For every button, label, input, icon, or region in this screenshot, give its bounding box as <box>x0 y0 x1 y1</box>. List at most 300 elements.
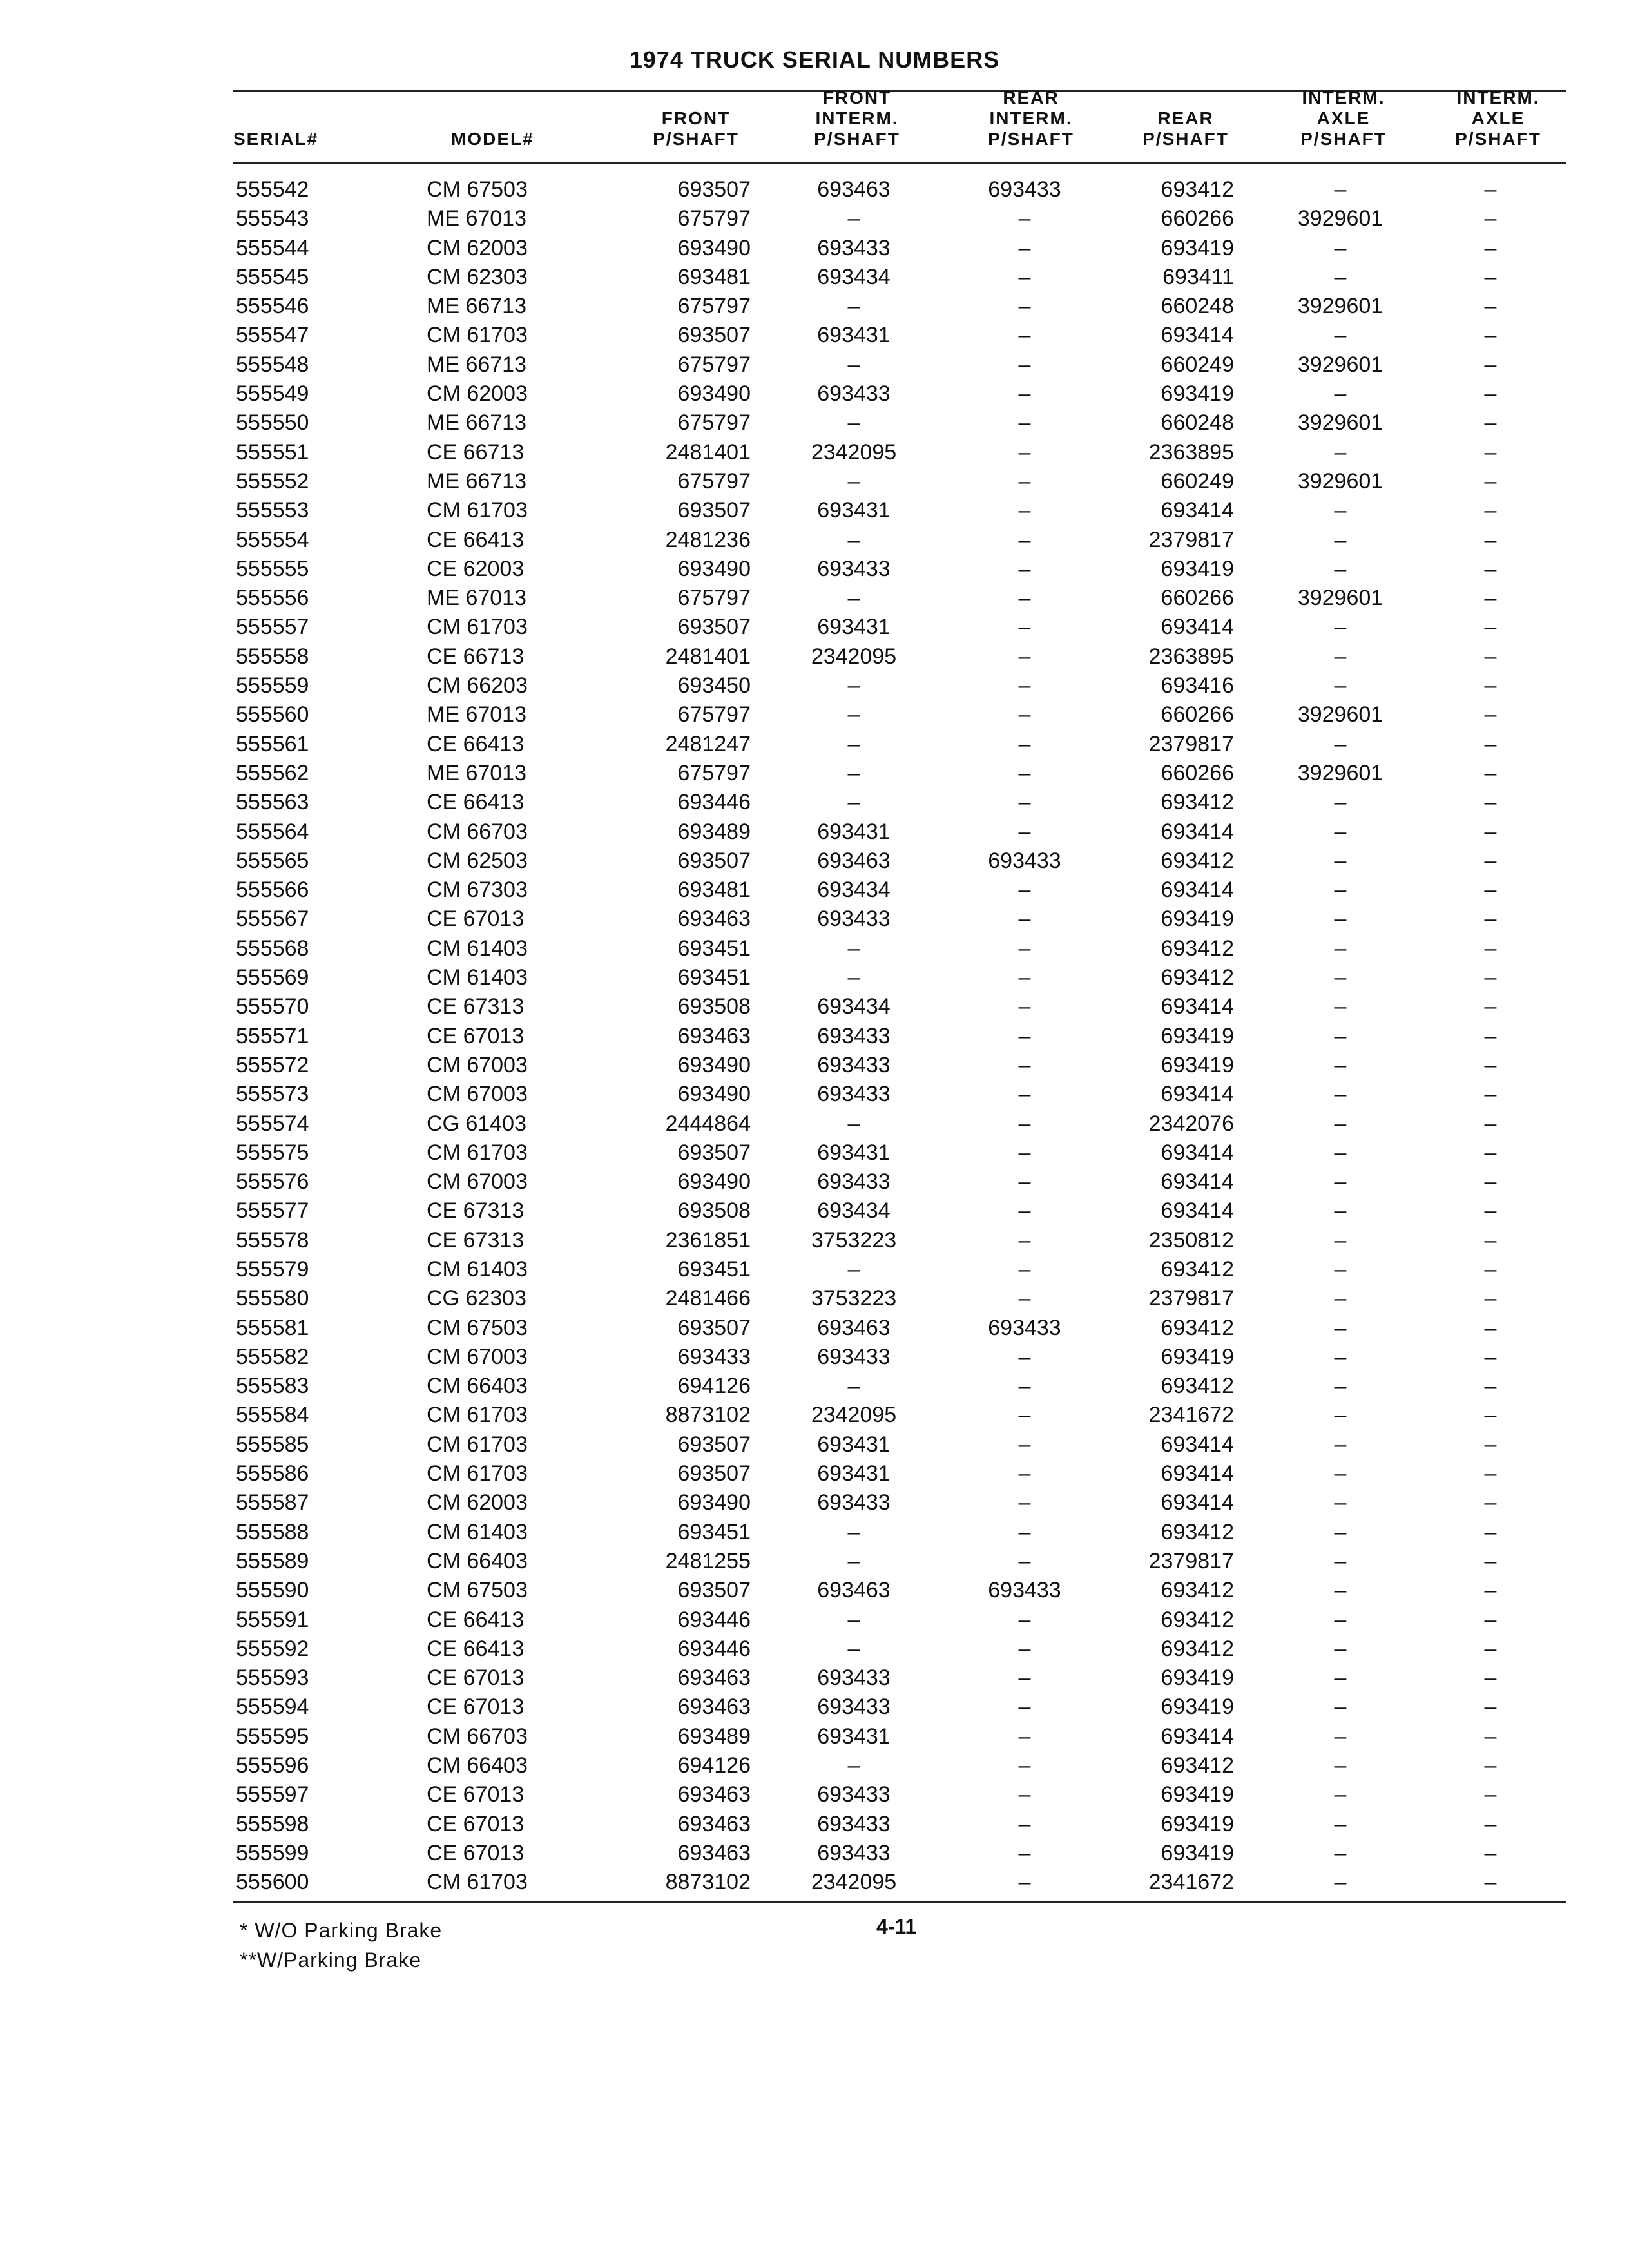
front-pshaft-cell: 693463 <box>677 1811 751 1836</box>
interm-axle-2-cell: – <box>1484 1636 1497 1661</box>
rear-pshaft-cell: 2350812 <box>1148 1227 1234 1253</box>
rear-interm-cell: – <box>1018 1519 1031 1544</box>
serial-cell: 555555 <box>236 556 309 581</box>
interm-axle-1-cell: – <box>1334 1636 1347 1661</box>
front-pshaft-cell: 693481 <box>677 264 751 289</box>
header-front-pshaft: FRONT P/SHAFT <box>653 108 739 149</box>
front-pshaft-cell: 2481255 <box>665 1548 751 1573</box>
serial-cell: 555560 <box>236 702 309 727</box>
front-interm-cell: – <box>847 468 860 494</box>
serial-cell: 555566 <box>236 878 309 903</box>
interm-axle-1-cell: 3929601 <box>1297 294 1383 319</box>
serial-cell: 555542 <box>236 177 309 202</box>
rear-pshaft-cell: 660266 <box>1161 760 1234 785</box>
table-row <box>0 496 1629 525</box>
interm-axle-1-cell: – <box>1334 381 1347 407</box>
interm-axle-1-cell: – <box>1334 439 1347 465</box>
model-cell: CE 67013 <box>427 1811 525 1836</box>
interm-axle-1-cell: – <box>1334 790 1347 815</box>
rear-pshaft-cell: 693412 <box>1161 965 1234 990</box>
front-interm-cell: – <box>847 1753 860 1778</box>
interm-axle-2-cell: – <box>1484 644 1497 669</box>
model-cell: ME 66713 <box>427 294 526 319</box>
table-row <box>0 876 1629 905</box>
rear-pshaft-cell: 660248 <box>1161 294 1234 319</box>
model-cell: CE 66413 <box>427 790 525 815</box>
rear-interm-cell: – <box>1018 1432 1031 1457</box>
front-pshaft-cell: 2481236 <box>665 527 751 552</box>
front-pshaft-cell: 693446 <box>677 1607 751 1632</box>
model-cell: CE 66413 <box>427 731 525 756</box>
rear-pshaft-cell: 693414 <box>1161 1432 1234 1457</box>
interm-axle-2-cell: – <box>1484 352 1497 377</box>
table-row <box>0 175 1629 204</box>
model-cell: CM 61403 <box>427 1256 528 1282</box>
front-interm-cell: – <box>847 1636 860 1661</box>
table-row <box>0 818 1629 847</box>
model-cell: CE 67313 <box>427 994 525 1019</box>
front-pshaft-cell: 693489 <box>677 1724 751 1749</box>
table-row <box>0 730 1629 759</box>
serial-cell: 555583 <box>236 1374 309 1399</box>
interm-axle-1-cell: – <box>1334 936 1347 961</box>
table-row <box>0 1051 1629 1080</box>
table-row <box>0 1110 1629 1139</box>
interm-axle-1-cell: – <box>1334 1256 1347 1282</box>
front-pshaft-cell: 693433 <box>677 1344 751 1369</box>
rear-interm-cell: – <box>1018 410 1031 436</box>
front-pshaft-cell: 693507 <box>677 848 751 873</box>
front-interm-cell: 693434 <box>817 1198 891 1224</box>
interm-axle-2-cell: – <box>1484 615 1497 640</box>
interm-axle-2-cell: – <box>1484 1811 1497 1836</box>
interm-axle-2-cell: – <box>1484 1548 1497 1573</box>
rear-pshaft-cell: 693414 <box>1161 498 1234 523</box>
table-row <box>0 1868 1629 1897</box>
front-pshaft-cell: 693490 <box>677 1082 751 1107</box>
front-pshaft-cell: 693489 <box>677 819 751 844</box>
interm-axle-1-cell: – <box>1334 1840 1347 1865</box>
model-cell: CM 66403 <box>427 1753 528 1778</box>
table-row <box>0 1780 1629 1809</box>
interm-axle-1-cell: – <box>1334 848 1347 873</box>
serial-cell: 555544 <box>236 235 309 260</box>
interm-axle-2-cell: – <box>1484 1578 1497 1603</box>
model-cell: CM 61703 <box>427 1403 528 1428</box>
table-bottom-rule <box>233 1901 1566 1903</box>
interm-axle-2-cell: – <box>1484 439 1497 465</box>
rear-pshaft-cell: 693414 <box>1161 1461 1234 1486</box>
table-row <box>0 1372 1629 1401</box>
rear-pshaft-cell: 693414 <box>1161 1724 1234 1749</box>
interm-axle-2-cell: – <box>1484 878 1497 903</box>
interm-axle-2-cell: – <box>1484 235 1497 260</box>
rear-pshaft-cell: 693412 <box>1161 1519 1234 1544</box>
model-cell: CG 61403 <box>427 1111 526 1136</box>
rear-interm-cell: – <box>1018 1052 1031 1077</box>
front-pshaft-cell: 675797 <box>677 760 751 785</box>
interm-axle-1-cell: – <box>1334 323 1347 348</box>
table-row <box>0 555 1629 584</box>
serial-cell: 555576 <box>236 1169 309 1195</box>
interm-axle-1-cell: – <box>1334 1111 1347 1136</box>
front-interm-cell: 2342095 <box>811 1403 897 1428</box>
rear-pshaft-cell: 2341672 <box>1148 1870 1234 1895</box>
front-interm-cell: 693434 <box>817 264 891 289</box>
interm-axle-2-cell: – <box>1484 381 1497 407</box>
model-cell: CM 66703 <box>427 1724 528 1749</box>
front-pshaft-cell: 675797 <box>677 586 751 611</box>
model-cell: CE 67313 <box>427 1198 525 1224</box>
front-interm-cell: 693431 <box>817 1140 891 1165</box>
table-row <box>0 1693 1629 1722</box>
rear-pshaft-cell: 2379817 <box>1148 1548 1234 1573</box>
header-rear-pshaft: REAR P/SHAFT <box>1142 108 1229 149</box>
table-row <box>0 992 1629 1021</box>
model-cell: CM 61703 <box>427 1432 528 1457</box>
interm-axle-2-cell: – <box>1484 556 1497 581</box>
front-pshaft-cell: 2481401 <box>665 644 751 669</box>
interm-axle-1-cell: – <box>1334 1286 1347 1311</box>
rear-interm-cell: – <box>1018 1840 1031 1865</box>
front-pshaft-cell: 693463 <box>677 1666 751 1691</box>
front-interm-cell: 693433 <box>817 1666 891 1691</box>
interm-axle-2-cell: – <box>1484 790 1497 815</box>
table-row <box>0 642 1629 671</box>
interm-axle-2-cell: – <box>1484 323 1497 348</box>
interm-axle-2-cell: – <box>1484 586 1497 611</box>
front-interm-cell: 693433 <box>817 1490 891 1515</box>
front-interm-cell: 693433 <box>817 1695 891 1720</box>
interm-axle-1-cell: – <box>1334 1140 1347 1165</box>
interm-axle-2-cell: – <box>1484 1403 1497 1428</box>
serial-cell: 555593 <box>236 1666 309 1691</box>
front-pshaft-cell: 2361851 <box>665 1227 751 1253</box>
model-cell: CM 67003 <box>427 1082 528 1107</box>
model-cell: CM 67003 <box>427 1052 528 1077</box>
front-interm-cell: – <box>847 527 860 552</box>
serial-cell: 555571 <box>236 1023 309 1048</box>
interm-axle-1-cell: – <box>1334 1403 1347 1428</box>
front-interm-cell: 693431 <box>817 1461 891 1486</box>
serial-cell: 555590 <box>236 1578 309 1603</box>
interm-axle-2-cell: – <box>1484 1490 1497 1515</box>
interm-axle-2-cell: – <box>1484 1256 1497 1282</box>
front-pshaft-cell: 675797 <box>677 206 751 231</box>
front-pshaft-cell: 693507 <box>677 1461 751 1486</box>
table-row <box>0 613 1629 642</box>
interm-axle-2-cell: – <box>1484 264 1497 289</box>
page-number: 4-11 <box>876 1915 917 1938</box>
interm-axle-1-cell: 3929601 <box>1297 206 1383 231</box>
rear-interm-cell: – <box>1018 790 1031 815</box>
front-interm-cell: 693431 <box>817 819 891 844</box>
rear-interm-cell: – <box>1018 878 1031 903</box>
table-row <box>0 584 1629 613</box>
serial-cell: 555598 <box>236 1811 309 1836</box>
rear-pshaft-cell: 693412 <box>1161 1753 1234 1778</box>
rear-interm-cell: – <box>1018 965 1031 990</box>
rear-interm-cell: – <box>1018 615 1031 640</box>
interm-axle-1-cell: – <box>1334 1607 1347 1632</box>
rear-interm-cell: – <box>1018 1256 1031 1282</box>
interm-axle-1-cell: – <box>1334 1666 1347 1691</box>
header-bottom-rule <box>233 162 1566 164</box>
interm-axle-1-cell: – <box>1334 1344 1347 1369</box>
table-row <box>0 1430 1629 1459</box>
model-cell: CM 66403 <box>427 1548 528 1573</box>
serial-cell: 555582 <box>236 1344 309 1369</box>
serial-cell: 555546 <box>236 294 309 319</box>
interm-axle-1-cell: – <box>1334 1782 1347 1807</box>
rear-pshaft-cell: 693414 <box>1161 323 1234 348</box>
serial-cell: 555592 <box>236 1636 309 1661</box>
interm-axle-2-cell: – <box>1484 410 1497 436</box>
interm-axle-2-cell: – <box>1484 819 1497 844</box>
rear-pshaft-cell: 693419 <box>1161 1666 1234 1691</box>
serial-cell: 555597 <box>236 1782 309 1807</box>
table-row <box>0 1168 1629 1196</box>
interm-axle-2-cell: – <box>1484 1198 1497 1224</box>
front-pshaft-cell: 693490 <box>677 235 751 260</box>
model-cell: CM 61703 <box>427 1461 528 1486</box>
front-interm-cell: 693433 <box>817 556 891 581</box>
serial-cell: 555553 <box>236 498 309 523</box>
header-rear-interm: REAR INTERM. P/SHAFT <box>988 88 1074 149</box>
serial-cell: 555580 <box>236 1286 309 1311</box>
interm-axle-2-cell: – <box>1484 1344 1497 1369</box>
rear-interm-cell: – <box>1018 352 1031 377</box>
rear-pshaft-cell: 693419 <box>1161 1023 1234 1048</box>
front-interm-cell: – <box>847 1374 860 1399</box>
interm-axle-1-cell: – <box>1334 1169 1347 1195</box>
front-pshaft-cell: 694126 <box>677 1374 751 1399</box>
table-row <box>0 351 1629 380</box>
table-row <box>0 526 1629 555</box>
table-row <box>0 671 1629 700</box>
rear-interm-cell: – <box>1018 1023 1031 1048</box>
front-interm-cell: – <box>847 673 860 698</box>
rear-interm-cell: – <box>1018 468 1031 494</box>
front-interm-cell: 693434 <box>817 994 891 1019</box>
serial-cell: 555545 <box>236 264 309 289</box>
front-pshaft-cell: 693507 <box>677 177 751 202</box>
rear-pshaft-cell: 693414 <box>1161 878 1234 903</box>
rear-pshaft-cell: 693411 <box>1162 264 1234 289</box>
front-pshaft-cell: 693507 <box>677 1315 751 1340</box>
interm-axle-1-cell: – <box>1334 1870 1347 1895</box>
rear-pshaft-cell: 693416 <box>1161 673 1234 698</box>
front-pshaft-cell: 693481 <box>677 878 751 903</box>
rear-pshaft-cell: 693412 <box>1161 1315 1234 1340</box>
rear-interm-cell: – <box>1018 264 1031 289</box>
rear-pshaft-cell: 2363895 <box>1148 439 1234 465</box>
front-pshaft-cell: 8873102 <box>665 1870 751 1895</box>
front-pshaft-cell: 675797 <box>677 702 751 727</box>
interm-axle-1-cell: – <box>1334 1695 1347 1720</box>
serial-cell: 555599 <box>236 1840 309 1865</box>
interm-axle-2-cell: – <box>1484 1666 1497 1691</box>
front-interm-cell: – <box>847 586 860 611</box>
rear-interm-cell: – <box>1018 206 1031 231</box>
rear-interm-cell: 693433 <box>988 848 1061 873</box>
serial-cell: 555567 <box>236 907 309 932</box>
interm-axle-2-cell: – <box>1484 1286 1497 1311</box>
rear-interm-cell: – <box>1018 1140 1031 1165</box>
model-cell: CM 67503 <box>427 1315 528 1340</box>
table-row <box>0 408 1629 437</box>
front-interm-cell: 3753223 <box>811 1227 897 1253</box>
table-row <box>0 234 1629 263</box>
interm-axle-2-cell: – <box>1484 1782 1497 1807</box>
header-front-interm: FRONT INTERM. P/SHAFT <box>814 88 900 149</box>
rear-pshaft-cell: 693412 <box>1161 177 1234 202</box>
rear-interm-cell: – <box>1018 235 1031 260</box>
model-cell: ME 67013 <box>427 760 526 785</box>
model-cell: CM 67003 <box>427 1344 528 1369</box>
front-interm-cell: – <box>847 1111 860 1136</box>
table-row <box>0 1839 1629 1868</box>
rear-pshaft-cell: 693412 <box>1161 790 1234 815</box>
interm-axle-1-cell: – <box>1334 264 1347 289</box>
front-pshaft-cell: 693490 <box>677 381 751 407</box>
rear-pshaft-cell: 660266 <box>1161 206 1234 231</box>
rear-pshaft-cell: 660266 <box>1161 586 1234 611</box>
model-cell: CM 62303 <box>427 264 528 289</box>
model-cell: CE 67013 <box>427 1695 525 1720</box>
rear-interm-cell: – <box>1018 1082 1031 1107</box>
rear-interm-cell: – <box>1018 294 1031 319</box>
interm-axle-2-cell: – <box>1484 1461 1497 1486</box>
front-interm-cell: – <box>847 1548 860 1573</box>
model-cell: CE 66713 <box>427 644 525 669</box>
interm-axle-1-cell: – <box>1334 644 1347 669</box>
table-row <box>0 1606 1629 1635</box>
interm-axle-2-cell: – <box>1484 702 1497 727</box>
header-interm-axle-1: INTERM. AXLE P/SHAFT <box>1300 88 1387 149</box>
serial-cell: 555585 <box>236 1432 309 1457</box>
interm-axle-1-cell: – <box>1334 527 1347 552</box>
table-row <box>0 1722 1629 1751</box>
table-row <box>0 467 1629 496</box>
front-pshaft-cell: 693490 <box>677 1490 751 1515</box>
front-interm-cell: – <box>847 352 860 377</box>
serial-cell: 555584 <box>236 1403 309 1428</box>
table-row <box>0 1284 1629 1313</box>
model-cell: CM 67503 <box>427 1578 528 1603</box>
table-row <box>0 1547 1629 1576</box>
serial-cell: 555573 <box>236 1082 309 1107</box>
serial-cell: 555552 <box>236 468 309 494</box>
model-cell: CM 62003 <box>427 1490 528 1515</box>
model-cell: CM 66703 <box>427 819 528 844</box>
interm-axle-2-cell: – <box>1484 1052 1497 1077</box>
front-interm-cell: – <box>847 1607 860 1632</box>
rear-interm-cell: – <box>1018 644 1031 669</box>
front-interm-cell: 693433 <box>817 1052 891 1077</box>
model-cell: CG 62303 <box>427 1286 526 1311</box>
table-row <box>0 1810 1629 1839</box>
interm-axle-1-cell: – <box>1334 1753 1347 1778</box>
table-row <box>0 1401 1629 1430</box>
front-interm-cell: – <box>847 731 860 756</box>
serial-cell: 555554 <box>236 527 309 552</box>
model-cell: CM 61703 <box>427 323 528 348</box>
model-cell: CM 61403 <box>427 1519 528 1544</box>
rear-pshaft-cell: 693414 <box>1161 1490 1234 1515</box>
front-pshaft-cell: 693507 <box>677 1578 751 1603</box>
interm-axle-1-cell: – <box>1334 498 1347 523</box>
interm-axle-1-cell: – <box>1334 1811 1347 1836</box>
interm-axle-2-cell: – <box>1484 965 1497 990</box>
rear-interm-cell: 693433 <box>988 177 1061 202</box>
front-interm-cell: 693431 <box>817 615 891 640</box>
interm-axle-1-cell: 3929601 <box>1297 352 1383 377</box>
interm-axle-1-cell: – <box>1334 878 1347 903</box>
model-cell: CM 61703 <box>427 615 528 640</box>
front-interm-cell: 2342095 <box>811 1870 897 1895</box>
front-interm-cell: 693433 <box>817 1782 891 1807</box>
rear-interm-cell: – <box>1018 1695 1031 1720</box>
rear-interm-cell: – <box>1018 1870 1031 1895</box>
rear-pshaft-cell: 693412 <box>1161 1636 1234 1661</box>
interm-axle-2-cell: – <box>1484 1607 1497 1632</box>
interm-axle-2-cell: – <box>1484 1140 1497 1165</box>
rear-pshaft-cell: 660249 <box>1161 352 1234 377</box>
model-cell: CE 66413 <box>427 1636 525 1661</box>
model-cell: CM 62003 <box>427 381 528 407</box>
serial-cell: 555549 <box>236 381 309 407</box>
model-cell: CE 66413 <box>427 527 525 552</box>
interm-axle-1-cell: – <box>1334 177 1347 202</box>
interm-axle-1-cell: – <box>1334 1227 1347 1253</box>
front-interm-cell: 693431 <box>817 498 891 523</box>
table-row <box>0 847 1629 876</box>
serial-cell: 555551 <box>236 439 309 465</box>
table-row <box>0 1635 1629 1664</box>
serial-cell: 555547 <box>236 323 309 348</box>
rear-pshaft-cell: 660266 <box>1161 702 1234 727</box>
rear-pshaft-cell: 693419 <box>1161 235 1234 260</box>
model-cell: CE 66413 <box>427 1607 525 1632</box>
interm-axle-2-cell: – <box>1484 1695 1497 1720</box>
serial-cell: 555562 <box>236 760 309 785</box>
interm-axle-1-cell: – <box>1334 1315 1347 1340</box>
front-interm-cell: – <box>847 410 860 436</box>
interm-axle-1-cell: – <box>1334 1052 1347 1077</box>
serial-cell: 555561 <box>236 731 309 756</box>
rear-interm-cell: – <box>1018 381 1031 407</box>
serial-cell: 555564 <box>236 819 309 844</box>
interm-axle-2-cell: – <box>1484 848 1497 873</box>
rear-interm-cell: – <box>1018 586 1031 611</box>
interm-axle-1-cell: – <box>1334 1082 1347 1107</box>
front-interm-cell: 693433 <box>817 1023 891 1048</box>
footnote-without-parking-brake: * W/O Parking Brake <box>240 1919 443 1942</box>
serial-cell: 555572 <box>236 1052 309 1077</box>
rear-interm-cell: – <box>1018 907 1031 932</box>
front-pshaft-cell: 693490 <box>677 1169 751 1195</box>
front-interm-cell: 693433 <box>817 1082 891 1107</box>
rear-pshaft-cell: 693414 <box>1161 819 1234 844</box>
interm-axle-2-cell: – <box>1484 294 1497 319</box>
front-pshaft-cell: 693463 <box>677 1023 751 1048</box>
serial-cell: 555543 <box>236 206 309 231</box>
rear-interm-cell: – <box>1018 1198 1031 1224</box>
interm-axle-1-cell: – <box>1334 907 1347 932</box>
model-cell: CE 67013 <box>427 1840 525 1865</box>
rear-interm-cell: – <box>1018 994 1031 1019</box>
